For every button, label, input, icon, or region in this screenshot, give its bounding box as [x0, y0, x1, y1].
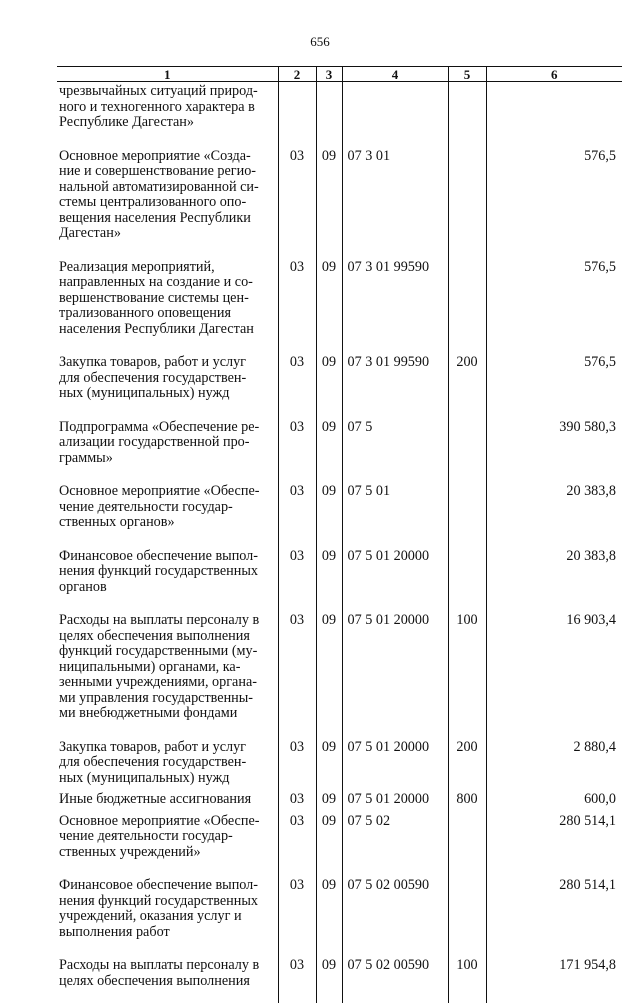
cell-expense-type: 100 — [448, 940, 486, 1003]
cell-name-line: для обеспечения государствен- — [59, 755, 275, 771]
table-row — [57, 808, 622, 861]
cell-target-article — [342, 82, 448, 131]
cell-name — [57, 722, 278, 787]
cell-subsection: 09 — [316, 337, 342, 402]
cell-name-line: Основное мероприятие «Созда- — [59, 149, 275, 165]
cell-amount: 280 514,1 — [486, 860, 622, 940]
cell-section: 03 — [278, 402, 316, 467]
cell-target-article: 07 5 01 20000 — [342, 531, 448, 596]
cell-expense-type — [448, 531, 486, 596]
cell-subsection: 09 — [316, 786, 342, 808]
cell-amount: 20 383,8 — [486, 466, 622, 531]
cell-name-line: ниципальными) органами, ка- — [59, 660, 275, 676]
cell-target-article: 07 3 01 — [342, 131, 448, 242]
cell-name-line: Финансовое обеспечение выпол- — [59, 549, 275, 565]
cell-section: 03 — [278, 595, 316, 722]
cell-name-line: органов — [59, 580, 275, 596]
cell-target-article: 07 5 02 00590 — [342, 860, 448, 940]
cell-expense-type — [448, 82, 486, 131]
cell-expense-type — [448, 860, 486, 940]
cell-target-article: 07 5 01 20000 — [342, 722, 448, 787]
table-row — [57, 786, 622, 808]
cell-target-article: 07 5 01 20000 — [342, 595, 448, 722]
cell-subsection: 09 — [316, 242, 342, 338]
table-row — [57, 722, 622, 787]
cell-name-line: для обеспечения государствен- — [59, 371, 275, 387]
cell-name-line: Расходы на выплаты персоналу в — [59, 958, 275, 974]
cell-name-line: ми внебюджетными фондами — [59, 706, 275, 722]
cell-target-article: 07 3 01 99590 — [342, 242, 448, 338]
cell-amount: 16 903,4 — [486, 595, 622, 722]
cell-amount: 576,5 — [486, 337, 622, 402]
cell-target-article: 07 5 01 20000 — [342, 786, 448, 808]
cell-name-line: чение деятельности государ- — [59, 500, 275, 516]
cell-name — [57, 595, 278, 722]
cell-expense-type: 200 — [448, 722, 486, 787]
cell-expense-type: 200 — [448, 337, 486, 402]
column-header-3: 3 — [316, 67, 342, 82]
cell-name-line: Закупка товаров, работ и услуг — [59, 355, 275, 371]
header-row — [57, 67, 622, 82]
cell-name-line: трализованного оповещения — [59, 306, 275, 322]
cell-name-line: ных (муниципальных) нужд — [59, 771, 275, 787]
page-number: 656 — [0, 34, 640, 50]
cell-subsection: 09 — [316, 722, 342, 787]
cell-name-line: нения функций государственных — [59, 564, 275, 580]
cell-name-line: населения Республики Дагестан — [59, 322, 275, 338]
table-row — [57, 860, 622, 940]
cell-section: 03 — [278, 337, 316, 402]
cell-name-line: ных (муниципальных) нужд — [59, 386, 275, 402]
column-header-2: 2 — [278, 67, 316, 82]
cell-name-line: чрезвычайных ситуаций природ- — [59, 84, 275, 100]
cell-name — [57, 131, 278, 242]
cell-target-article: 07 5 01 — [342, 466, 448, 531]
table-row — [57, 82, 622, 131]
cell-subsection: 09 — [316, 466, 342, 531]
table-row — [57, 595, 622, 722]
cell-name-line: учреждений, оказания услуг и — [59, 909, 275, 925]
cell-subsection: 09 — [316, 531, 342, 596]
cell-name-line: Основное мероприятие «Обеспе- — [59, 484, 275, 500]
cell-amount: 390 580,3 — [486, 402, 622, 467]
table-body — [57, 82, 622, 1003]
cell-section: 03 — [278, 242, 316, 338]
cell-section: 03 — [278, 466, 316, 531]
cell-section: 03 — [278, 722, 316, 787]
cell-name — [57, 402, 278, 467]
cell-name-line: ми управления государственны- — [59, 691, 275, 707]
cell-name-line: ализации государственной про- — [59, 435, 275, 451]
column-header-1: 1 — [57, 67, 278, 82]
cell-name-line: Финансовое обеспечение выпол- — [59, 878, 275, 894]
budget-table — [57, 66, 622, 1003]
table-row — [57, 402, 622, 467]
cell-expense-type — [448, 242, 486, 338]
cell-amount: 576,5 — [486, 242, 622, 338]
cell-name-line: Республике Дагестан» — [59, 115, 275, 131]
column-header-4: 4 — [342, 67, 448, 82]
cell-name-line: целях обеспечения выполнения — [59, 629, 275, 645]
cell-section: 03 — [278, 940, 316, 1003]
cell-section — [278, 82, 316, 131]
cell-name-line: Реализация мероприятий, — [59, 260, 275, 276]
cell-name-line: Подпрограмма «Обеспечение ре- — [59, 420, 275, 436]
cell-name-line: вершенствование системы цен- — [59, 291, 275, 307]
cell-expense-type — [448, 466, 486, 531]
cell-expense-type — [448, 131, 486, 242]
cell-subsection: 09 — [316, 940, 342, 1003]
cell-name-line: зенными учреждениями, органа- — [59, 675, 275, 691]
cell-name — [57, 337, 278, 402]
table-row — [57, 242, 622, 338]
cell-amount: 280 514,1 — [486, 808, 622, 861]
cell-name-line: Дагестан» — [59, 226, 275, 242]
cell-name-line: Основное мероприятие «Обеспе- — [59, 814, 275, 830]
cell-section: 03 — [278, 808, 316, 861]
cell-name-line: нальной автоматизированной си- — [59, 180, 275, 196]
cell-section: 03 — [278, 860, 316, 940]
cell-section: 03 — [278, 786, 316, 808]
cell-amount: 600,0 — [486, 786, 622, 808]
cell-expense-type — [448, 808, 486, 861]
table-row — [57, 131, 622, 242]
table-row — [57, 466, 622, 531]
cell-target-article: 07 5 02 00590 — [342, 940, 448, 1003]
cell-name-line: Иные бюджетные ассигнования — [59, 792, 275, 808]
cell-name — [57, 940, 278, 1003]
cell-target-article: 07 3 01 99590 — [342, 337, 448, 402]
cell-name-line: ние и совершенствование регио- — [59, 164, 275, 180]
cell-name-line: ного и техногенного характера в — [59, 100, 275, 116]
cell-amount: 2 880,4 — [486, 722, 622, 787]
cell-target-article: 07 5 02 — [342, 808, 448, 861]
cell-name — [57, 466, 278, 531]
cell-amount: 576,5 — [486, 131, 622, 242]
cell-name — [57, 786, 278, 808]
cell-name-line: чение деятельности государ- — [59, 829, 275, 845]
cell-name-line: выполнения работ — [59, 925, 275, 941]
cell-target-article: 07 5 — [342, 402, 448, 467]
cell-name-line: функций государственными (му- — [59, 644, 275, 660]
cell-subsection — [316, 82, 342, 131]
table-row — [57, 337, 622, 402]
table-row — [57, 940, 622, 1003]
cell-name — [57, 242, 278, 338]
cell-name — [57, 82, 278, 131]
cell-subsection: 09 — [316, 131, 342, 242]
cell-section: 03 — [278, 131, 316, 242]
cell-name-line: Закупка товаров, работ и услуг — [59, 740, 275, 756]
cell-name-line: Расходы на выплаты персоналу в — [59, 613, 275, 629]
cell-amount: 20 383,8 — [486, 531, 622, 596]
cell-expense-type: 100 — [448, 595, 486, 722]
cell-name-line: ственных органов» — [59, 515, 275, 531]
cell-name — [57, 808, 278, 861]
cell-name — [57, 531, 278, 596]
cell-name-line: направленных на создание и со- — [59, 275, 275, 291]
cell-name-line: вещения населения Республики — [59, 211, 275, 227]
cell-expense-type: 800 — [448, 786, 486, 808]
column-header-6: 6 — [486, 67, 622, 82]
cell-subsection: 09 — [316, 402, 342, 467]
cell-name-line: ственных учреждений» — [59, 845, 275, 861]
cell-name-line: граммы» — [59, 451, 275, 467]
column-header-5: 5 — [448, 67, 486, 82]
cell-amount — [486, 82, 622, 131]
table-row — [57, 531, 622, 596]
cell-name — [57, 860, 278, 940]
cell-name-line: целях обеспечения выполнения — [59, 974, 275, 990]
cell-name-line: нения функций государственных — [59, 894, 275, 910]
cell-expense-type — [448, 402, 486, 467]
cell-name-line: стемы централизованного опо- — [59, 195, 275, 211]
cell-section: 03 — [278, 531, 316, 596]
cell-subsection: 09 — [316, 595, 342, 722]
cell-subsection: 09 — [316, 808, 342, 861]
cell-subsection: 09 — [316, 860, 342, 940]
cell-amount: 171 954,8 — [486, 940, 622, 1003]
